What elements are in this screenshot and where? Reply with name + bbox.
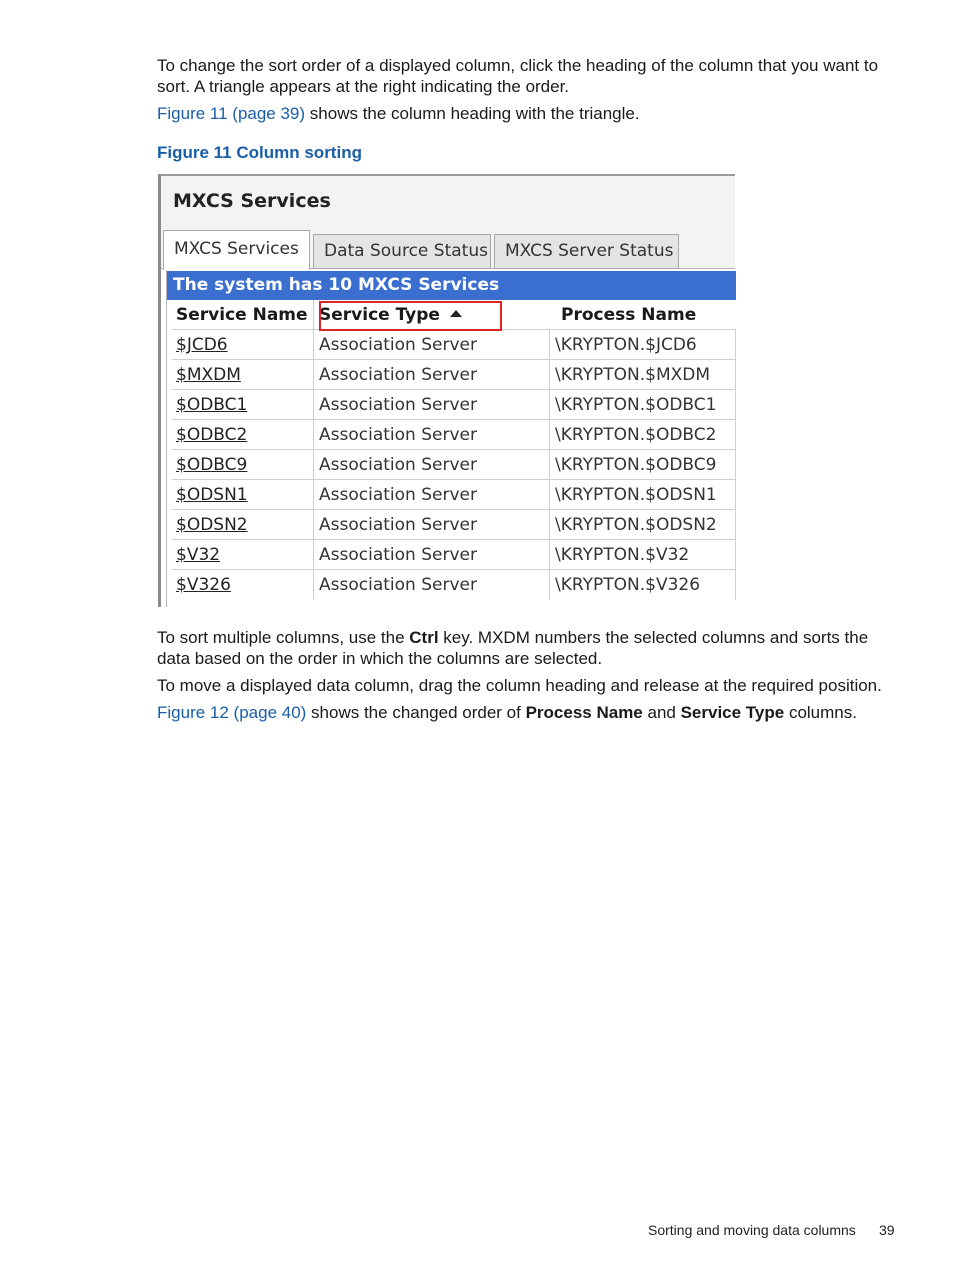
process-name-cell: \KRYPTON.$ODBC9 bbox=[550, 450, 736, 480]
process-name-cell: \KRYPTON.$V32 bbox=[550, 540, 736, 570]
service-name-cell bbox=[172, 510, 314, 540]
table-header-row bbox=[172, 300, 736, 330]
service-name-link[interactable]: $ODSN1 bbox=[176, 485, 248, 505]
move-column-paragraph bbox=[157, 675, 902, 696]
service-type-cell: Association Server bbox=[314, 420, 550, 450]
service-name-cell bbox=[172, 390, 314, 420]
figure-12-text-end: columns. bbox=[784, 703, 857, 722]
column-header-service-name[interactable]: Service Name bbox=[172, 300, 314, 330]
intro-paragraph bbox=[157, 55, 902, 97]
process-name-cell: \KRYPTON.$ODBC2 bbox=[550, 420, 736, 450]
service-name-link[interactable]: $JCD6 bbox=[176, 335, 228, 355]
ctrl-key-label: Ctrl bbox=[409, 628, 439, 647]
process-name-cell: \KRYPTON.$JCD6 bbox=[550, 330, 736, 360]
tab-mxcs-services[interactable]: MXCS Services bbox=[163, 230, 310, 270]
table-row bbox=[172, 360, 736, 390]
service-type-term: Service Type bbox=[680, 703, 785, 722]
service-name-link[interactable]: $MXDM bbox=[176, 365, 241, 385]
process-name-cell: \KRYPTON.$MXDM bbox=[550, 360, 736, 390]
service-type-label: Service Type bbox=[319, 305, 440, 325]
service-name-cell bbox=[172, 480, 314, 510]
service-type-cell: Association Server bbox=[314, 570, 550, 600]
sort-ascending-triangle-icon bbox=[450, 310, 462, 317]
tab-strip bbox=[161, 228, 735, 269]
table-row bbox=[172, 570, 736, 600]
figure-12-text-and: and bbox=[642, 703, 681, 722]
sort-multiple-text-cont: key. MXDM numbers the selected columns and sorts the data based on the order in which the columns are selected. bbox=[157, 628, 869, 668]
process-name-cell: \KRYPTON.$V326 bbox=[550, 570, 736, 600]
window-header bbox=[161, 176, 735, 228]
footer-section-title: Sorting and moving data columns bbox=[648, 1222, 856, 1238]
figure-11-link[interactable]: Figure 11 (page 39) bbox=[157, 104, 306, 123]
figure-12-paragraph bbox=[157, 702, 902, 723]
service-name-link[interactable]: $ODSN2 bbox=[176, 515, 248, 535]
service-name-cell bbox=[172, 450, 314, 480]
service-name-link[interactable]: $ODBC2 bbox=[176, 425, 248, 445]
table-row bbox=[172, 390, 736, 420]
process-name-cell: \KRYPTON.$ODSN2 bbox=[550, 510, 736, 540]
service-type-cell: Association Server bbox=[314, 360, 550, 390]
column-header-process-name[interactable]: Process Name bbox=[561, 305, 697, 325]
figure-caption: Figure 11 Column sorting bbox=[157, 143, 362, 162]
column-header-service-type[interactable] bbox=[314, 300, 550, 330]
sort-multiple-paragraph bbox=[157, 627, 902, 669]
service-type-cell: Association Server bbox=[314, 510, 550, 540]
service-name-cell bbox=[172, 540, 314, 570]
intro-text: To change the sort order of a displayed column, click the heading of the column that you want to sort. A triangle appears at the right indicating the order. bbox=[157, 56, 879, 96]
service-type-cell: Association Server bbox=[314, 540, 550, 570]
figure-reference-paragraph bbox=[157, 103, 902, 124]
service-name-cell bbox=[172, 360, 314, 390]
table-row bbox=[172, 450, 736, 480]
services-count-banner: The system has 10 MXCS Services bbox=[167, 271, 736, 300]
tab-mxcs-server-status[interactable]: MXCS Server Status bbox=[494, 234, 679, 269]
table-row bbox=[172, 420, 736, 450]
service-name-cell bbox=[172, 420, 314, 450]
service-type-cell: Association Server bbox=[314, 480, 550, 510]
service-type-cell: Association Server bbox=[314, 390, 550, 420]
service-name-cell bbox=[172, 570, 314, 600]
tab-data-source-status[interactable]: Data Source Status bbox=[313, 234, 491, 269]
service-name-link[interactable]: $V326 bbox=[176, 575, 231, 595]
page-number: 39 bbox=[879, 1222, 895, 1238]
service-type-cell: Association Server bbox=[314, 330, 550, 360]
figure-12-text: shows the changed order of bbox=[306, 703, 526, 722]
table-row bbox=[172, 480, 736, 510]
window-title: MXCS Services bbox=[173, 190, 331, 212]
figure-12-link[interactable]: Figure 12 (page 40) bbox=[157, 703, 307, 722]
service-name-link[interactable]: $ODBC9 bbox=[176, 455, 248, 475]
figure-reference-text: shows the column heading with the triangle. bbox=[305, 104, 640, 123]
process-name-cell: \KRYPTON.$ODBC1 bbox=[550, 390, 736, 420]
process-name-term: Process Name bbox=[525, 703, 643, 722]
table-row bbox=[172, 330, 736, 360]
sort-multiple-text: To sort multiple columns, use the bbox=[157, 628, 410, 647]
service-type-cell: Association Server bbox=[314, 450, 550, 480]
process-name-cell: \KRYPTON.$ODSN1 bbox=[550, 480, 736, 510]
column-sorting-figure bbox=[158, 174, 735, 607]
service-name-link[interactable]: $V32 bbox=[176, 545, 221, 565]
service-name-link[interactable]: $ODBC1 bbox=[176, 395, 248, 415]
table-row bbox=[172, 510, 736, 540]
service-name-cell bbox=[172, 330, 314, 360]
move-column-text: To move a displayed data column, drag the column heading and release at the required position. bbox=[157, 676, 882, 695]
services-panel bbox=[166, 269, 735, 607]
table-row bbox=[172, 540, 736, 570]
